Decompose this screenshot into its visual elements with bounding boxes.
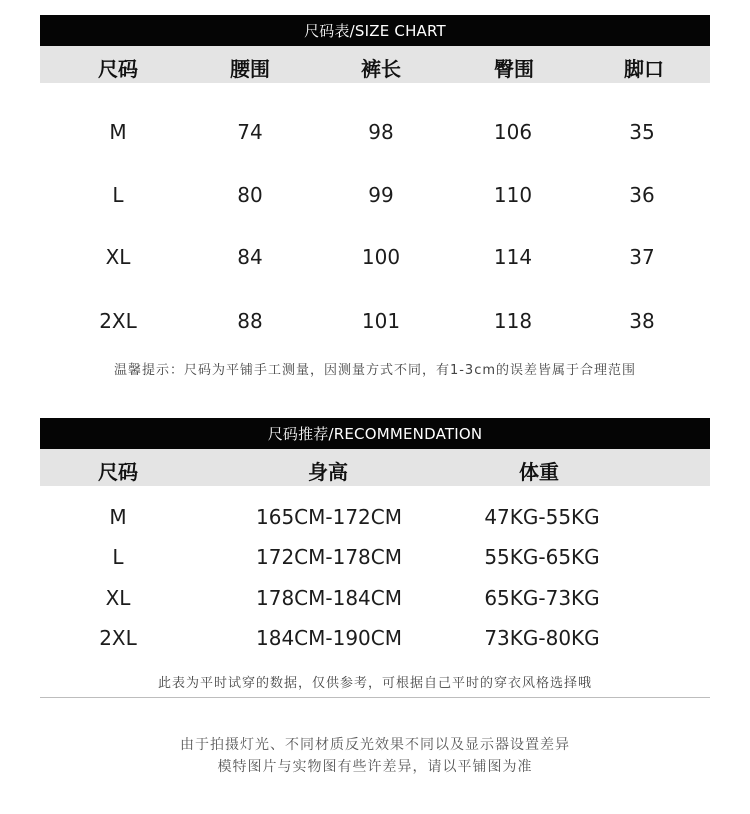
- recommendation-cell: L: [112, 545, 124, 569]
- size-chart-cell: 101: [361, 309, 401, 333]
- size-chart-header-hip: 臀围: [494, 57, 534, 81]
- size-chart-cell: XL: [105, 245, 131, 269]
- size-chart-header-size: 尺码: [98, 57, 138, 81]
- size-chart-cell: L: [112, 183, 124, 207]
- recommendation-cell: M: [109, 505, 127, 529]
- size-chart-title: 尺码表/SIZE CHART: [304, 22, 446, 40]
- recommendation-header-height: 身高: [308, 460, 348, 484]
- size-chart-note: 温馨提示：尺码为平铺手工测量，因测量方式不同，有1-3cm的误差皆属于合理范围: [113, 363, 637, 378]
- size-chart-cell: M: [109, 120, 127, 144]
- size-chart-header-length: 裤长: [361, 57, 401, 81]
- size-chart-cell: 118: [493, 309, 533, 333]
- recommendation-header-row: [40, 449, 710, 486]
- recommendation-cell: 47KG-55KG: [484, 505, 600, 529]
- recommendation-cell: XL: [105, 586, 131, 610]
- recommendation-cell: 172CM-178CM: [255, 545, 403, 569]
- recommendation-header-weight: 体重: [519, 460, 559, 484]
- size-chart-cell: 114: [493, 245, 533, 269]
- size-chart-cell: 80: [237, 183, 263, 207]
- recommendation-cell: 165CM-172CM: [255, 505, 403, 529]
- size-chart-header-row: [40, 46, 710, 83]
- recommendation-cell: 2XL: [99, 626, 137, 650]
- recommendation-note: 此表为平时试穿的数据，仅供参考，可根据自己平时的穿衣风格选择哦: [157, 676, 592, 691]
- recommendation-cell: 55KG-65KG: [484, 545, 600, 569]
- size-chart-cell: 2XL: [99, 309, 137, 333]
- size-chart-header-waist: 腰围: [230, 57, 270, 81]
- size-chart-cell: 110: [493, 183, 533, 207]
- size-chart-cell: 106: [493, 120, 533, 144]
- recommendation-cell: 73KG-80KG: [484, 626, 600, 650]
- size-chart-cell: 100: [361, 245, 401, 269]
- size-chart-cell: 36: [629, 183, 655, 207]
- size-chart-cell: 37: [629, 245, 655, 269]
- recommendation-header-size: 尺码: [98, 460, 138, 484]
- recommendation-cell: 184CM-190CM: [255, 626, 403, 650]
- size-chart-cell: 99: [368, 183, 394, 207]
- divider: [40, 697, 710, 698]
- size-chart-cell: 98: [368, 120, 394, 144]
- size-chart-cell: 38: [629, 309, 655, 333]
- size-chart-cell: 74: [237, 120, 263, 144]
- recommendation-cell: 178CM-184CM: [255, 586, 403, 610]
- size-chart-cell: 88: [237, 309, 263, 333]
- size-chart-cell: 35: [629, 120, 655, 144]
- footer-disclaimer-line-2: 模特图片与实物图有些许差异，请以平铺图为准: [217, 759, 533, 775]
- size-chart-cell: 84: [237, 245, 263, 269]
- recommendation-cell: 65KG-73KG: [484, 586, 600, 610]
- size-chart-title-bar: [40, 15, 710, 46]
- size-chart-header-hem: 脚口: [624, 57, 664, 81]
- footer-disclaimer-line-1: 由于拍摄灯光、不同材质反光效果不同以及显示器设置差异: [180, 737, 570, 753]
- recommendation-title-bar: [40, 418, 710, 449]
- recommendation-title: 尺码推荐/RECOMMENDATION: [267, 425, 483, 443]
